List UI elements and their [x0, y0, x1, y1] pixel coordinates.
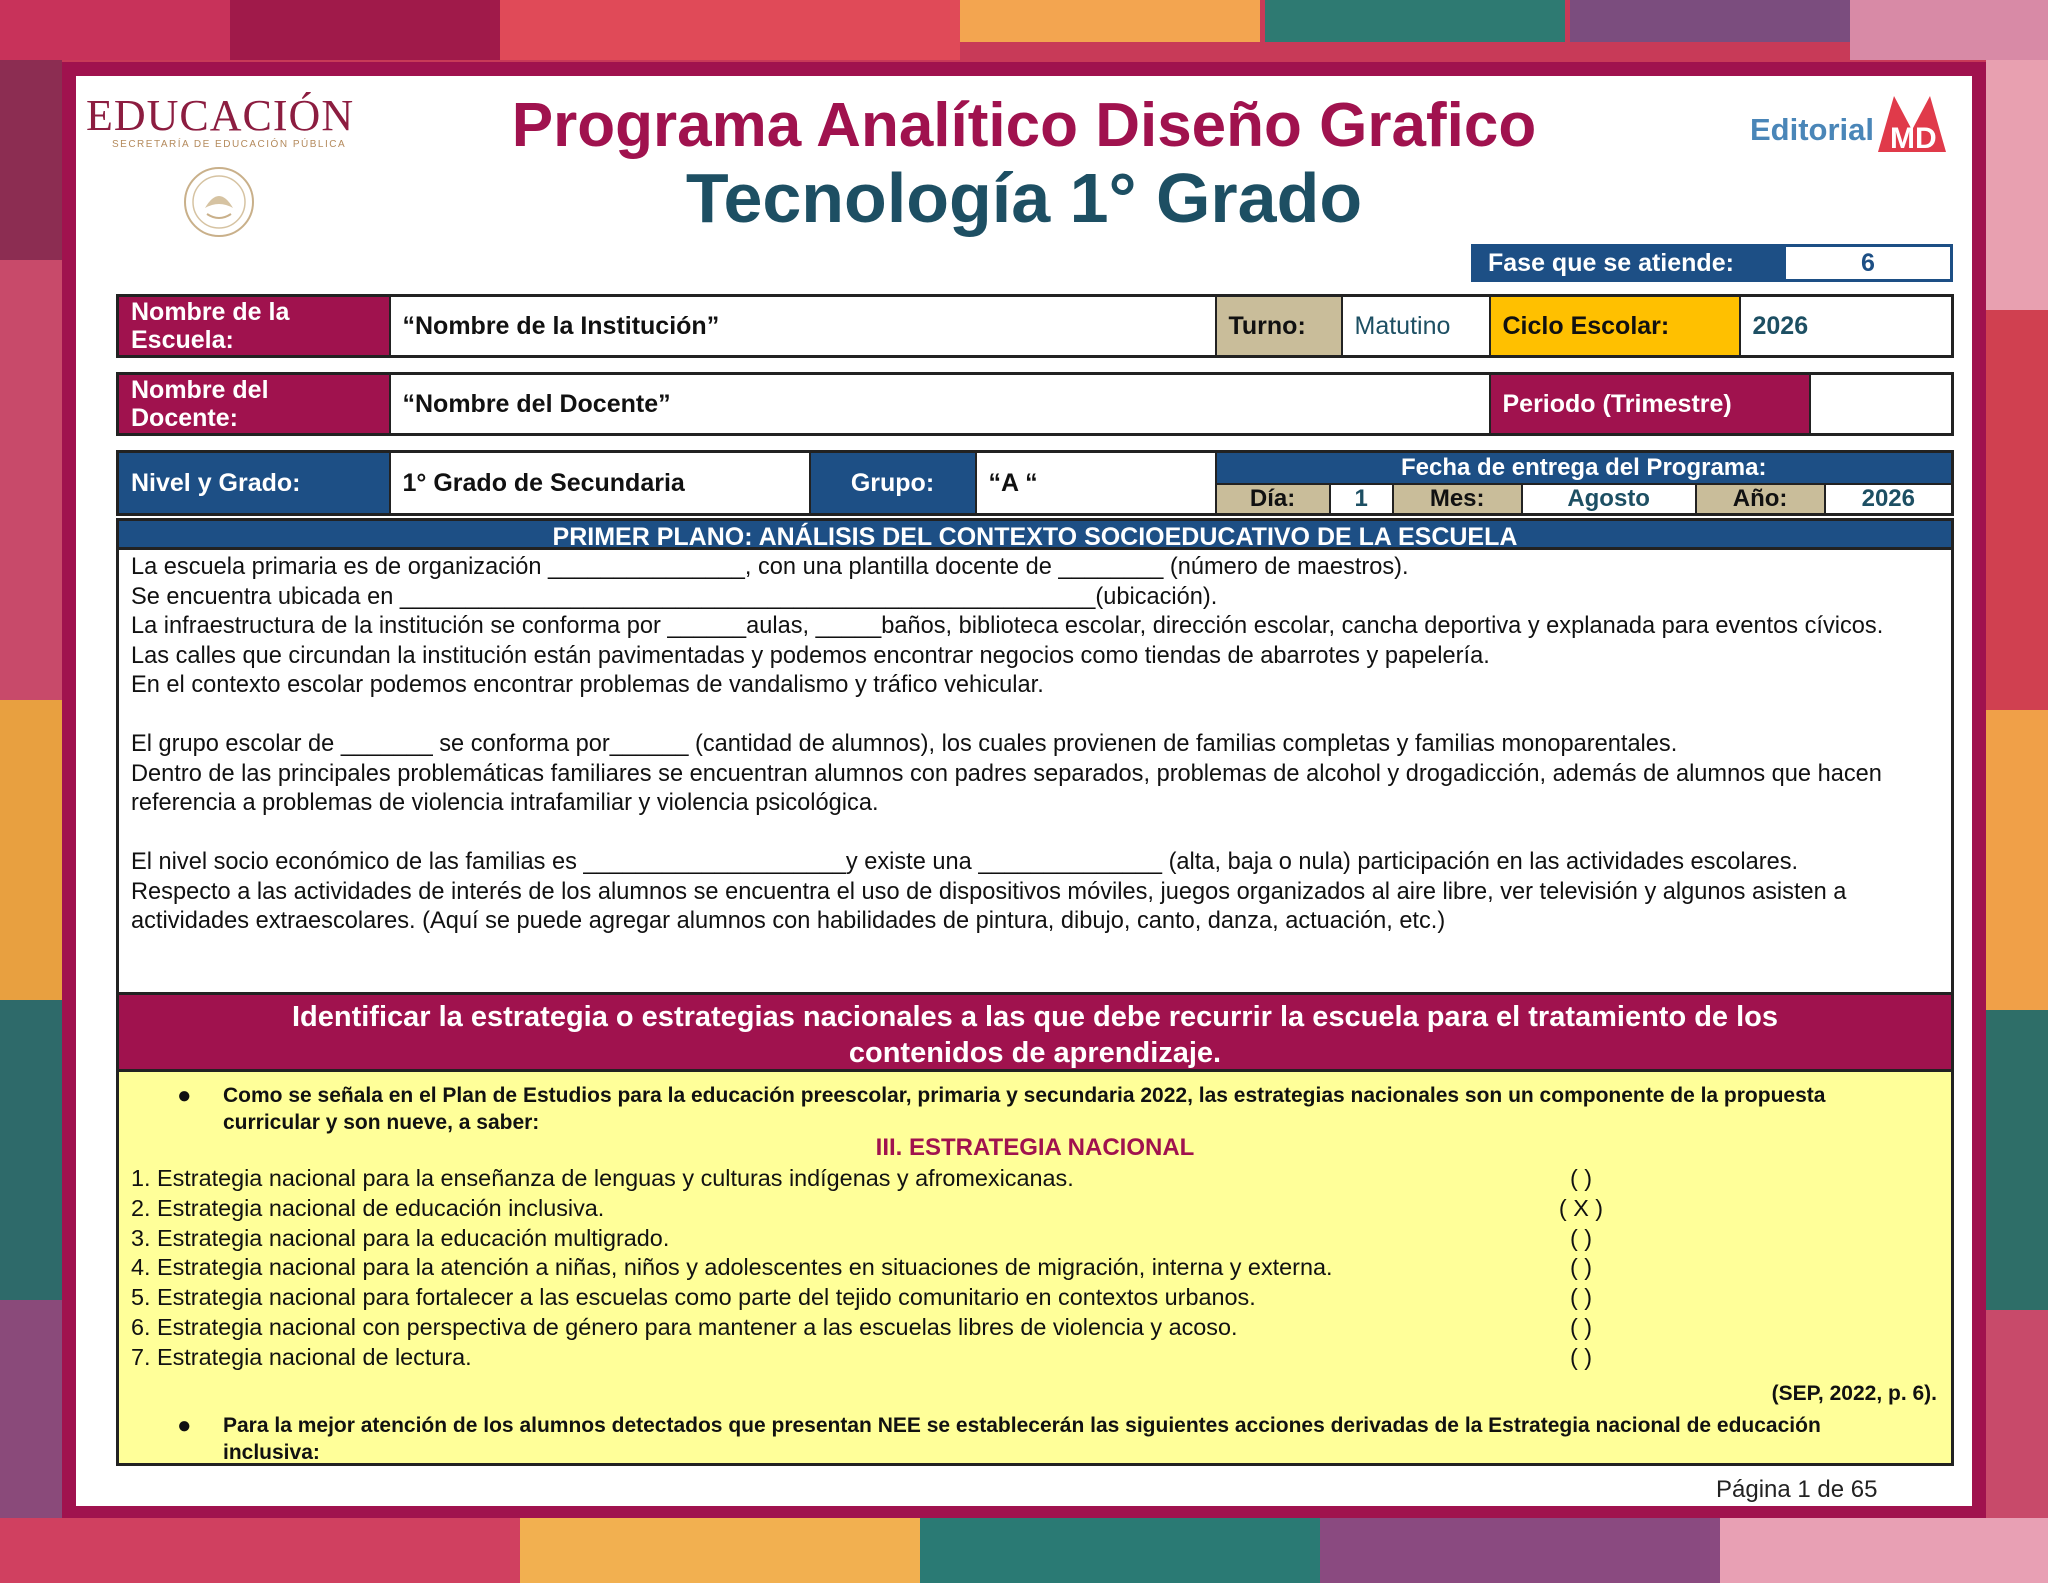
strategy-text: 6. Estrategia nacional con perspectiva de género para mantener a las escuelas libres de violencia y acoso. — [131, 1313, 1238, 1340]
level-row — [116, 450, 1954, 516]
strategy-text: 5. Estrategia nacional para fortalecer a las escuelas como parte del tejido comunitario en contextos urbanos. — [131, 1284, 1256, 1311]
docente-label: Nombre del Docente: — [118, 374, 390, 435]
bg-tile — [1320, 1518, 1720, 1583]
ciclo-value: 2026 — [1740, 296, 1953, 357]
context-spacer — [131, 819, 1939, 849]
bullet-icon: ● — [177, 1412, 192, 1439]
bg-tile — [0, 1518, 520, 1583]
strategy-item — [131, 1283, 1943, 1313]
strategies-subtitle: III. ESTRATEGIA NACIONAL — [875, 1134, 1195, 1161]
bg-tile — [500, 0, 960, 60]
context-line: La escuela primaria es de organización _______________, con una plantilla docente de ________ (número de maestros). — [131, 554, 1409, 580]
bg-tile — [1850, 0, 2048, 60]
bg-tile — [1265, 0, 1565, 42]
strategies-list — [131, 1164, 1943, 1373]
strategy-item — [131, 1343, 1943, 1373]
fase-label: Fase que se atiende: — [1474, 247, 1786, 279]
periodo-value[interactable] — [1810, 374, 1953, 435]
editorial-logo-text: Editorial — [1750, 112, 1875, 147]
bg-tile — [520, 1518, 920, 1583]
sep-logo-word: EDUCACIÓN — [86, 91, 355, 140]
context-line: Se encuentra ubicada en _____________________________________________________(ubicación). — [131, 583, 1218, 610]
context-line: Respecto a las actividades de interés de los alumnos se encuentra el uso de dispositivos móviles, juegos organizados al aire libre, ver televisión y algunos asisten a actividades extraescolares. (Aquí se puede agregar alumnos con habilidades de pintura, dibujo, canto, danza, actuación, etc.) — [131, 878, 1847, 934]
fase-value: 6 — [1861, 249, 1875, 277]
bg-tile — [1986, 710, 2048, 1010]
context-line: En el contexto escolar podemos encontrar problemas de vandalismo y tráfico vehicular. — [131, 672, 1044, 698]
md-logo-mark: MD — [1890, 122, 1937, 155]
bg-tile — [0, 700, 62, 1000]
document-page — [76, 76, 1972, 1506]
bg-tile — [0, 260, 62, 700]
periodo-label: Periodo (Trimestre) — [1490, 374, 1810, 435]
bg-tile — [0, 0, 230, 60]
anio-value: 2026 — [1825, 484, 1953, 515]
bg-tile — [920, 1518, 1320, 1583]
bg-tile — [0, 1000, 62, 1300]
strategy-item — [131, 1313, 1943, 1343]
mes-label: Mes: — [1393, 484, 1522, 515]
escuela-value: “Nombre de la Institución” — [390, 296, 1216, 357]
teacher-row — [116, 372, 1954, 436]
nivel-label: Nivel y Grado: — [118, 452, 390, 515]
strategy-text: 4. Estrategia nacional para la atención a niñas, niños y adolescentes en situaciones de migración, interna y externa. — [131, 1254, 1333, 1281]
bg-tile — [1720, 1518, 2048, 1583]
fecha-label: Fecha de entrega del Programa: — [1216, 452, 1953, 484]
context-text — [116, 550, 1954, 992]
bullet-icon: ● — [177, 1082, 192, 1109]
strategy-checkbox[interactable]: ( ) — [1569, 1165, 1593, 1191]
strategy-item — [131, 1164, 1943, 1194]
sep-logo-subtitle: SECRETARÍA DE EDUCACIÓN PÚBLICA — [112, 139, 347, 150]
context-line: La infraestructura de la institución se conforma por ______aulas, _____baños, biblioteca escolar, dirección escolar, cancha deportiva y explanada para eventos cívicos. — [131, 613, 1884, 639]
strategy-checkbox[interactable]: ( ) — [1569, 1224, 1593, 1251]
strategy-checkbox[interactable]: ( ) — [1569, 1254, 1593, 1281]
strategy-item — [131, 1194, 1943, 1224]
strategies-box — [116, 1072, 1954, 1466]
context-heading: PRIMER PLANO: ANÁLISIS DEL CONTEXTO SOCIOEDUCATIVO DE LA ESCUELA — [116, 518, 1954, 550]
school-row — [116, 294, 1954, 358]
fase-box — [1471, 244, 1953, 282]
context-line: El nivel socio económico de las familias es ____________________y existe una ______________ (alta, baja o nula) participación en las actividades escolares. — [131, 849, 1799, 875]
bg-tile — [1986, 1010, 2048, 1310]
page-number: Página 1 de 65 — [1716, 1476, 1878, 1503]
strategy-text: 3. Estrategia nacional para la educación multigrado. — [131, 1224, 670, 1251]
bg-tile — [1986, 310, 2048, 710]
escuela-label: Nombre de la Escuela: — [118, 296, 390, 357]
dia-value: 1 — [1330, 484, 1393, 515]
strategies-intro: Como se señala en el Plan de Estudios para la educación preescolar, primaria y secundaria 2022, las estrategias nacionales son un componente de la propuesta curricular y son nueve, a saber: — [223, 1084, 1826, 1134]
citation: (SEP, 2022, p. 6). — [1771, 1382, 1937, 1405]
ciclo-label: Ciclo Escolar: — [1490, 296, 1740, 357]
anio-label: Año: — [1696, 484, 1825, 515]
context-line: Las calles que circundan la institución están pavimentadas y podemos encontrar negocios como tiendas de abarrotes y papelería. — [131, 642, 1490, 669]
context-spacer — [131, 701, 1939, 731]
dia-label: Día: — [1216, 484, 1330, 515]
context-line: Dentro de las principales problemáticas familiares se encuentran alumnos con padres separados, problemas de alcohol y drogadicción, además de alumnos que hacen referencia a problemas de violencia intrafamiliar y violencia psicológica. — [131, 760, 1882, 816]
nivel-value: 1° Grado de Secundaria — [390, 452, 810, 515]
strategy-text: 7. Estrategia nacional de lectura. — [131, 1343, 472, 1370]
bg-tile — [0, 60, 62, 260]
bg-tile — [230, 0, 500, 60]
strategy-text: 2. Estrategia nacional de educación inclusiva. — [131, 1194, 605, 1221]
turno-label: Turno: — [1216, 296, 1342, 357]
turno-value: Matutino — [1342, 296, 1490, 357]
md-logo-icon — [1872, 90, 1952, 160]
strategy-item — [131, 1224, 1943, 1254]
document-title: Programa Analítico Diseño Grafico — [511, 91, 1537, 160]
grupo-value: “A “ — [976, 452, 1216, 515]
docente-value: “Nombre del Docente” — [390, 374, 1490, 435]
strategies-heading: Identificar la estrategia o estrategias nacionales a las que debe recurrir la escuela para el tratamiento de los contenidos de aprendizaje. — [116, 992, 1954, 1072]
document-subtitle: Tecnología 1° Grado — [685, 159, 1363, 237]
bg-tile — [960, 0, 1260, 42]
mes-value: Agosto — [1522, 484, 1696, 515]
bg-tile — [1986, 60, 2048, 310]
strategy-checkbox[interactable]: ( ) — [1569, 1284, 1593, 1311]
nee-intro: Para la mejor atención de los alumnos detectados que presentan NEE se establecerán las siguientes acciones derivadas de la Estrategia nacional de educación inclusiva: — [223, 1414, 1821, 1464]
context-line: El grupo escolar de _______ se conforma por______ (cantidad de alumnos), los cuales provienen de familias completas y familias monoparentales. — [131, 731, 1678, 757]
bg-tile — [1570, 0, 1850, 42]
strategy-checkbox[interactable]: ( X ) — [1558, 1194, 1604, 1221]
strategy-checkbox[interactable]: ( ) — [1569, 1313, 1593, 1340]
grupo-label: Grupo: — [810, 452, 976, 515]
editorial-logo — [1750, 84, 1950, 164]
strategy-text: 1. Estrategia nacional para la enseñanza de lenguas y culturas indígenas y afromexicanas. — [131, 1165, 1074, 1191]
strategy-checkbox[interactable]: ( ) — [1569, 1343, 1593, 1370]
strategy-item — [131, 1253, 1943, 1283]
